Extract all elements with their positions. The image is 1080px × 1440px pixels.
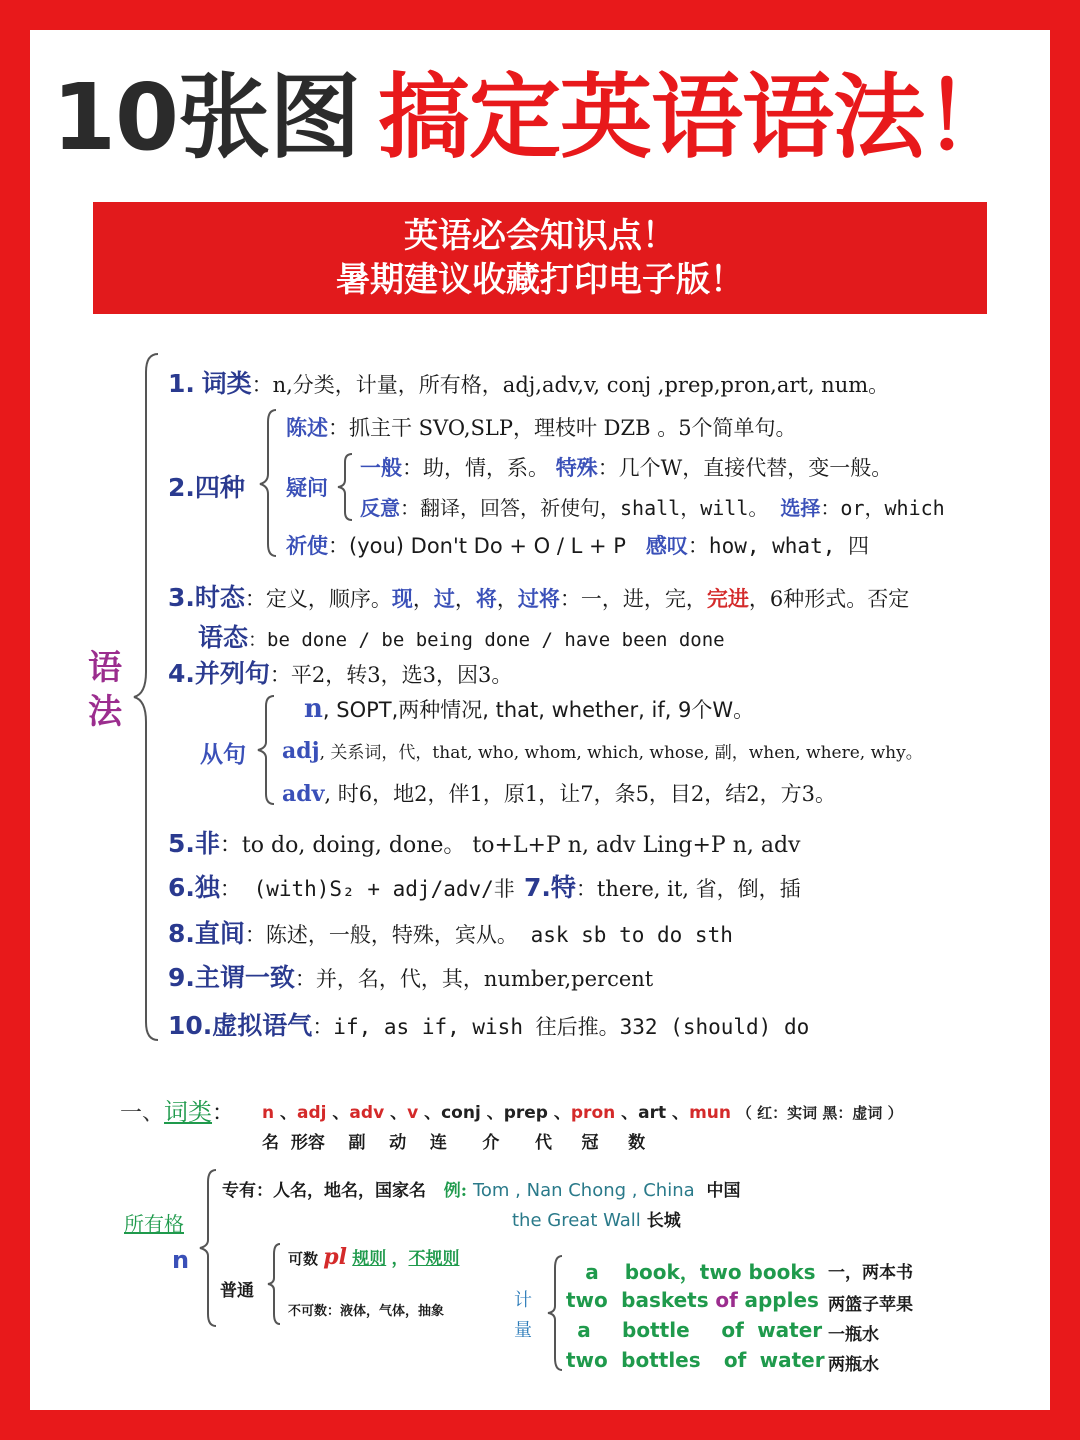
jiliang-label: 计量: [514, 1290, 532, 1341]
xuanze-text: ：or，which: [820, 496, 945, 520]
title-dark: 10张图: [52, 64, 361, 171]
item-4-num: 4.: [168, 659, 195, 688]
zhuanyou: 专有：人名，地名，国家名 例: Tom , Nan Chong , China 中国: [222, 1180, 741, 1201]
yiban-text: ：助，情，系。: [402, 456, 549, 480]
keshu-line: 可数 pl 规则 ，不规则: [288, 1244, 460, 1270]
measure-row-3-cn: 一瓶水: [828, 1325, 879, 1345]
measure-row-4-cn: 两瓶水: [828, 1355, 879, 1375]
root-brace: [132, 352, 162, 1042]
suoyouge-label: 所有格: [124, 1212, 184, 1236]
item-3: 3.时态：定义，顺序。现，过，将，过将：一，进，完，完进，6种形式。否定: [168, 583, 910, 612]
item-1-num: 1.: [168, 369, 195, 398]
root-label: 语法: [88, 648, 122, 732]
qishi-text: ：(you) Don't Do + O / L + P: [328, 534, 626, 558]
putong-brace: [266, 1242, 282, 1326]
congju-brace: [256, 694, 276, 806]
item-1-text: ：n,分类，计量，所有格，adj,adv,v, conj ,prep,pron,art, num。: [251, 373, 890, 397]
item-1-label: 词类: [201, 369, 252, 398]
banner-line-1: 英语必会知识点！: [404, 216, 676, 256]
xuanze-label: 选择: [780, 496, 821, 520]
pos-cn: 名 形容 副 动 连 介 代 冠 数: [262, 1133, 646, 1153]
section-heading-label: 词类: [164, 1098, 213, 1126]
n-brace: [198, 1168, 218, 1328]
yutai-text: ：be done / be being done / have been done: [248, 629, 725, 651]
item-2: [168, 468, 245, 504]
n-label: n: [172, 1246, 190, 1274]
item-8: 8.直间：陈述，一般，特殊，宾从。 ask sb to do sth: [168, 919, 733, 948]
item-4-text: ：平2，转3，选3，因3。: [269, 663, 513, 687]
item-10: 10.虚拟语气：if, as if, wish 往后推。332 (should) do: [168, 1011, 810, 1040]
teshu-text: ：几个W，直接代替，变一般。: [597, 456, 893, 480]
measure-row-4: two bottles of water: [566, 1348, 825, 1372]
measure-row-2-cn: 两篮子苹果: [828, 1295, 913, 1315]
qishi-line: [286, 530, 869, 560]
gantan-text: ：how, what, 四: [687, 534, 869, 558]
bukeshu: 不可数：液体，气体，抽象: [288, 1304, 445, 1319]
item-3-num: 3.: [168, 583, 195, 612]
measure-row-1: a book，two books: [585, 1260, 816, 1284]
clause-adv: adv, 时6，地2，伴1，原1，让7，条5，目2，结2，方3。: [282, 781, 837, 807]
yiban-line: [360, 452, 892, 482]
title-red: 搞定英语语法！: [378, 64, 1016, 171]
item-2-num: 2.: [168, 473, 195, 502]
clause-n: n, SOPT,两种情况, that, whether, if, 9个W。: [304, 694, 755, 724]
gantan-label: 感叹: [645, 533, 688, 558]
chenshu-text: ：抓主干 SVO,SLP，理枝叶 DZB 。5个简单句。: [328, 416, 797, 440]
measure-row-2: two baskets of apples: [566, 1288, 819, 1312]
yiwen-brace: [336, 452, 354, 522]
pos-list: n 、adj 、adv 、v 、conj 、prep 、pron 、art 、mun （ 红：实词 黑：虚词 ）: [262, 1103, 903, 1123]
jiliang-brace: [546, 1254, 564, 1372]
yutai-line: [198, 618, 725, 654]
teshu-label: 特殊: [555, 455, 598, 480]
fanyi-text: ：翻译，回答，祈使句，shall，will。: [400, 496, 769, 520]
banner-line-2: 暑期建议收藏打印电子版！: [336, 260, 744, 300]
great-wall: the Great Wall 长城: [512, 1210, 681, 1231]
fanyi-label: 反意: [360, 496, 400, 520]
item-7: 7.特：there, it, 省，倒，插: [524, 873, 801, 902]
section-heading: 一、词类：: [120, 1098, 235, 1126]
putong-label: 普通: [220, 1281, 254, 1301]
chenshu-line: [286, 412, 797, 442]
banner: [93, 202, 987, 314]
fanyi-line: [360, 492, 945, 521]
item-2-label: 四种: [194, 473, 245, 502]
item-1: [168, 364, 889, 400]
measure-row-1-cn: 一，两本书: [828, 1263, 913, 1283]
measure-row-3: a bottle of water: [577, 1318, 823, 1342]
item-4-label: 并列句: [194, 659, 270, 688]
clause-adj: adj, 关系词，代，that, who, whom, which, whose, 副，when, where, why。: [282, 738, 923, 764]
item-2-brace: [258, 408, 278, 558]
item-9: 9.主谓一致：并，名，代，其，number,percent: [168, 963, 654, 992]
yiwen-label: 疑问: [286, 475, 328, 500]
item-5: 5.非：to do, doing, done。 to+L+P n, adv Ling+P n, adv: [168, 829, 801, 858]
qishi-label: 祈使: [286, 533, 328, 558]
chenshu-label: 陈述: [286, 415, 328, 440]
item-6: 6.独： (with)S₂ + adj/adv/非: [168, 873, 515, 902]
item-4: [168, 654, 512, 690]
page-title: [52, 58, 1032, 178]
congju-label: 从句: [200, 741, 246, 768]
item-3-label: 时态: [194, 583, 245, 612]
yiban-label: 一般: [360, 455, 402, 480]
yutai-label: 语态: [198, 623, 249, 652]
